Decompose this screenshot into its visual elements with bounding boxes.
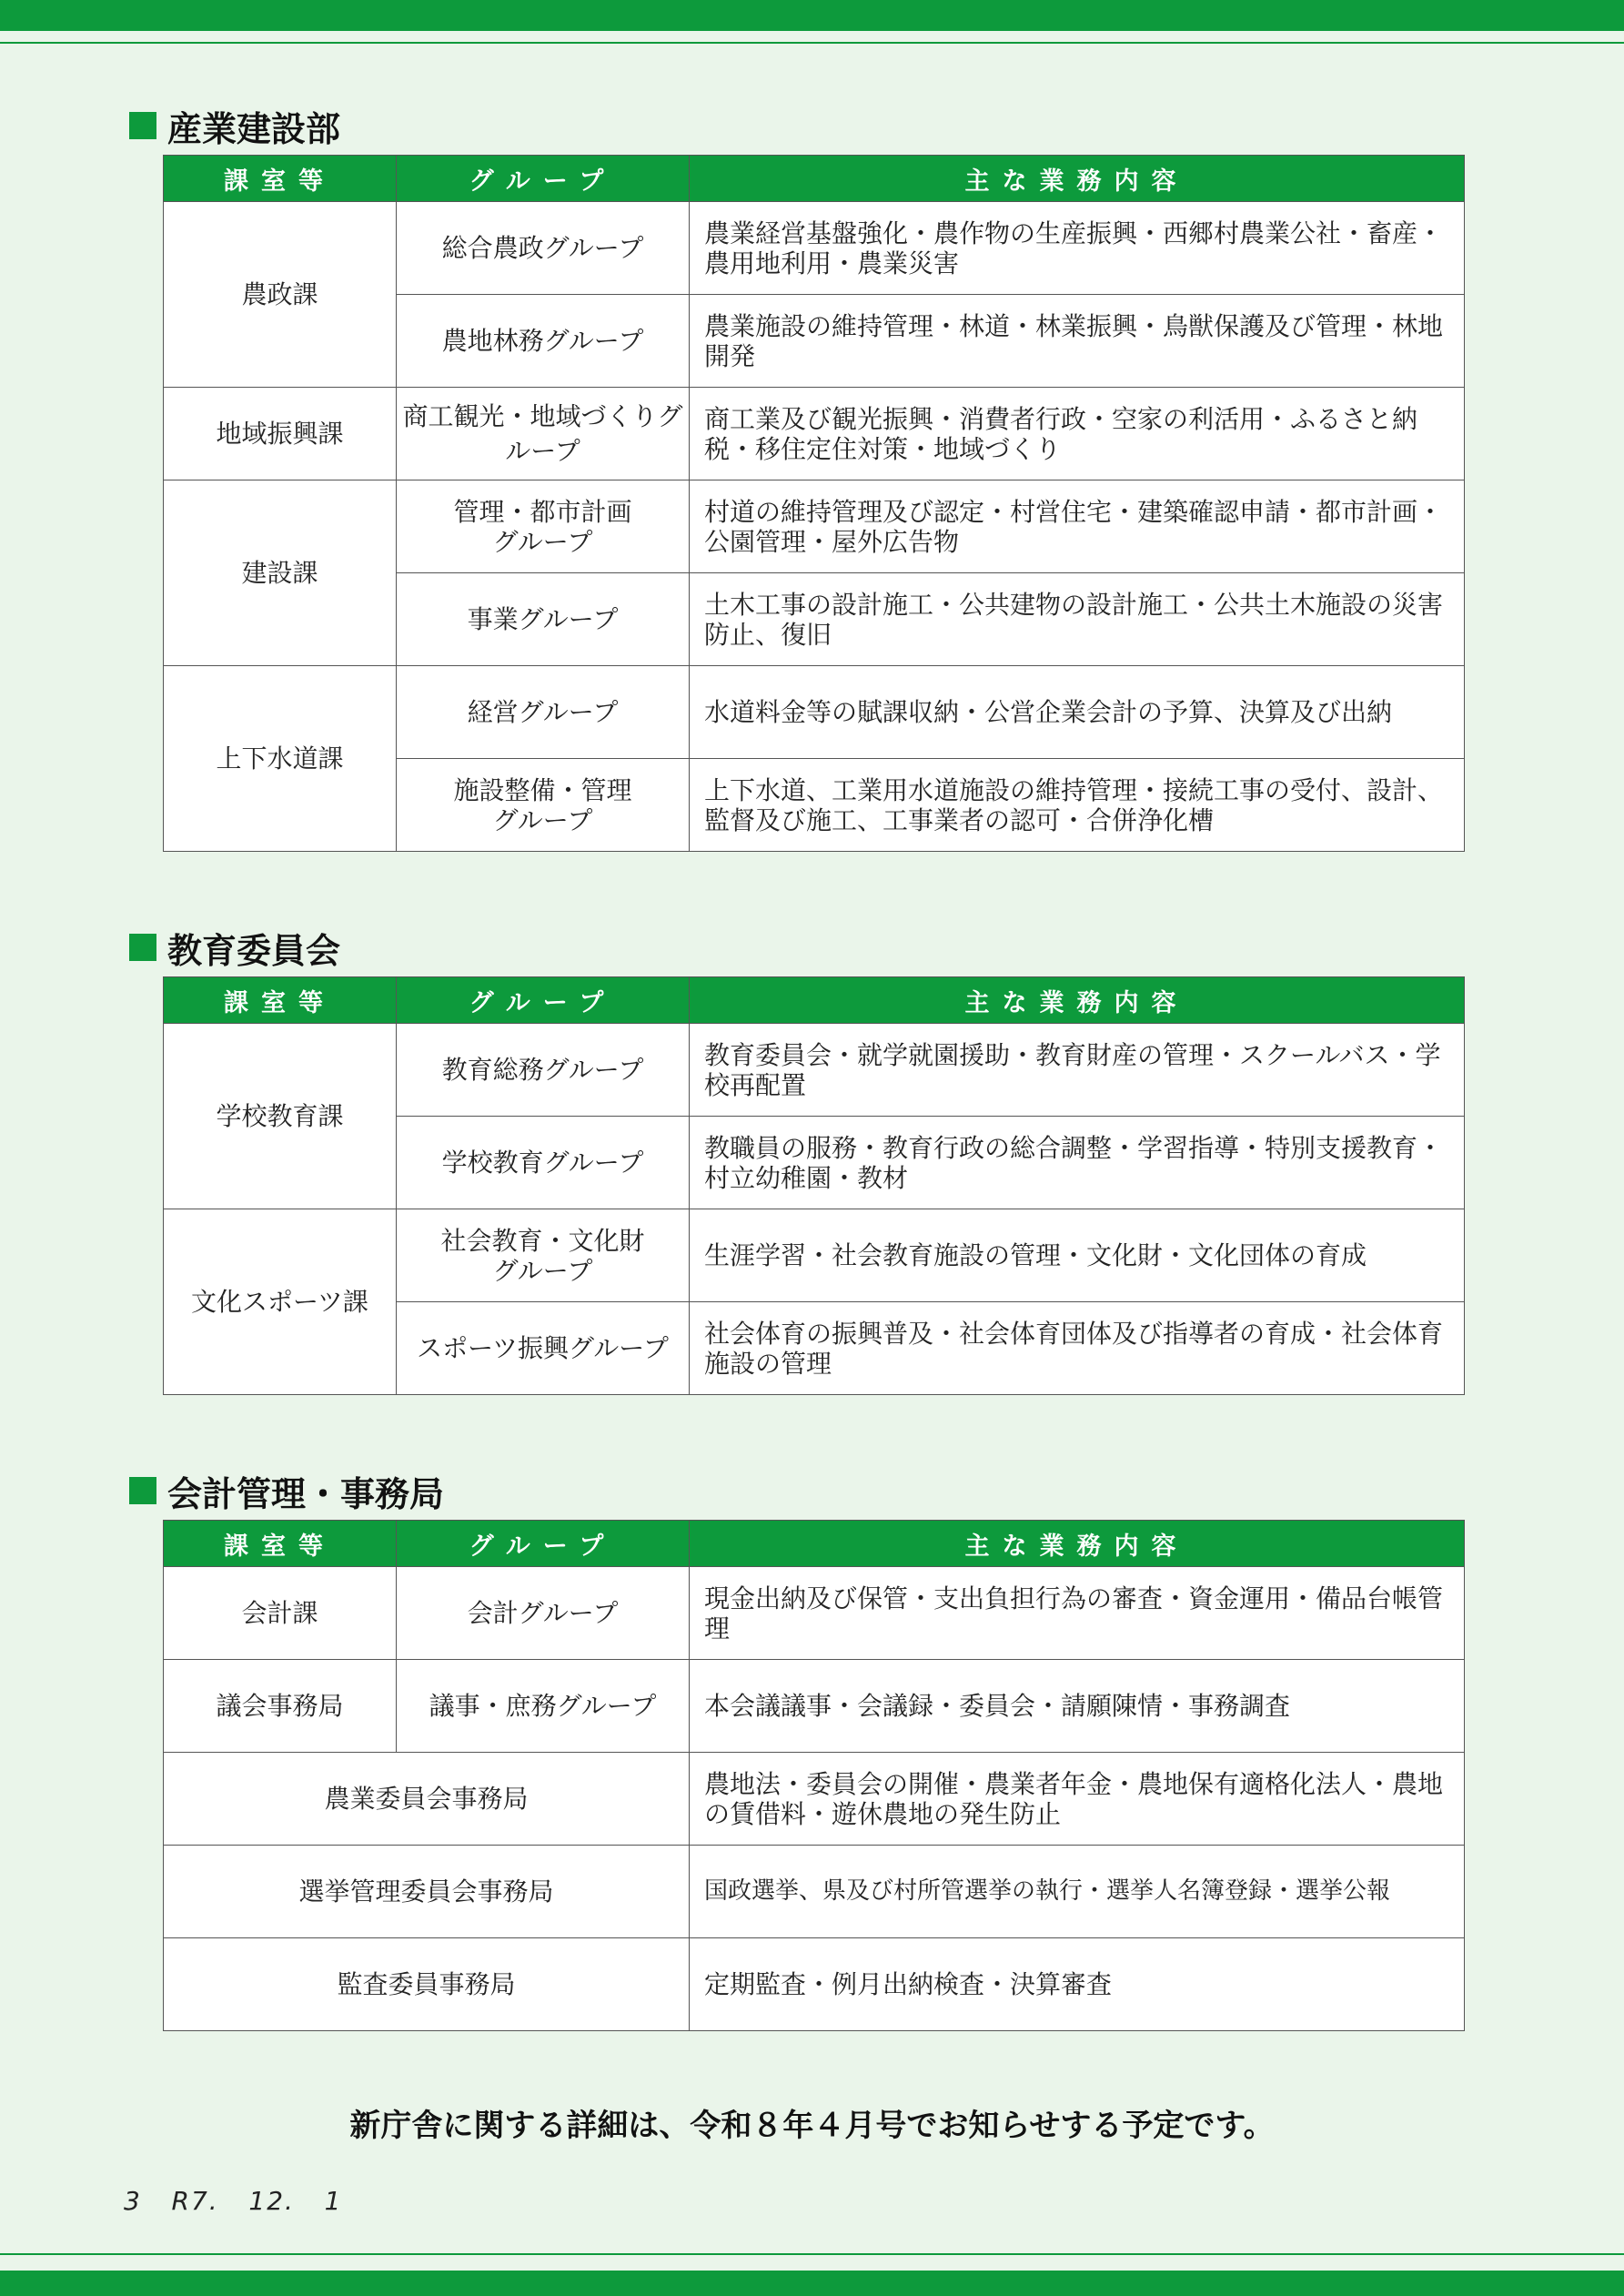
- content-cell: 農地法・委員会の開催・農業者年金・農地保有適格化法人・農地の賃借料・遊休農地の発生防止: [690, 1753, 1465, 1846]
- content-cell: 国政選挙、県及び村所管選挙の執行・選挙人名簿登録・選挙公報: [690, 1846, 1465, 1938]
- bottom-band: [0, 2271, 1624, 2296]
- ka-cell: 農政課: [164, 202, 397, 388]
- header-content: 主な業務内容: [690, 977, 1465, 1024]
- content-cell: 村道の維持管理及び認定・村営住宅・建築確認申請・都市計画・公園管理・屋外広告物: [690, 480, 1465, 573]
- header-group: グループ: [397, 977, 690, 1024]
- content-cell: 農業施設の維持管理・林道・林業振興・鳥獣保護及び管理・林地開発: [690, 295, 1465, 388]
- table-row: [164, 1753, 1465, 1846]
- ka-cell: 農業委員会事務局: [164, 1753, 690, 1846]
- header-ka: 課室等: [164, 977, 397, 1024]
- table-row: [164, 1567, 1465, 1660]
- ka-cell: 地域振興課: [164, 388, 397, 480]
- table-row: [164, 1024, 1465, 1117]
- group-cell: 農地林務グループ: [397, 295, 690, 388]
- content-cell: 農業経営基盤強化・農作物の生産振興・西郷村農業公社・畜産・農用地利用・農業災害: [690, 202, 1465, 295]
- top-band: [0, 0, 1624, 31]
- section-title: [129, 925, 340, 970]
- ka-cell: 上下水道課: [164, 666, 397, 852]
- table-header: [164, 977, 1465, 1024]
- header-content: 主な業務内容: [690, 156, 1465, 202]
- top-rule: [0, 42, 1624, 44]
- table-header: [164, 156, 1465, 202]
- group-cell: 事業グループ: [397, 573, 690, 666]
- square-bullet-icon: [129, 1477, 156, 1504]
- header-content: 主な業務内容: [690, 1521, 1465, 1567]
- sangyo-table: [163, 155, 1465, 852]
- table-row: [164, 202, 1465, 295]
- kyoiku-table: [163, 976, 1465, 1395]
- content-cell: 現金出納及び保管・支出負担行為の審査・資金運用・備品台帳管理: [690, 1567, 1465, 1660]
- ka-cell: 学校教育課: [164, 1024, 397, 1209]
- group-cell: 総合農政グループ: [397, 202, 690, 295]
- ka-cell: 会計課: [164, 1567, 397, 1660]
- group-cell: 議事・庶務グループ: [397, 1660, 690, 1753]
- bottom-rule: [0, 2253, 1624, 2255]
- group-cell: 商工観光・地域づくりグループ: [397, 388, 690, 480]
- content-cell: 教職員の服務・教育行政の総合調整・学習指導・特別支援教育・村立幼稚園・教材: [690, 1117, 1465, 1209]
- group-cell: 経営グループ: [397, 666, 690, 759]
- content-cell: 商工業及び観光振興・消費者行政・空家の利活用・ふるさと納税・移住定住対策・地域づくり: [690, 388, 1465, 480]
- content-cell: 教育委員会・就学就園援助・教育財産の管理・スクールバス・学校再配置: [690, 1024, 1465, 1117]
- header-ka: 課室等: [164, 1521, 397, 1567]
- group-cell: 施設整備・管理グループ: [397, 759, 690, 852]
- ka-cell: 議会事務局: [164, 1660, 397, 1753]
- table-row: [164, 1209, 1465, 1302]
- table-row: [164, 480, 1465, 573]
- group-cell: 会計グループ: [397, 1567, 690, 1660]
- section-title: [129, 1468, 444, 1513]
- content-cell: 本会議議事・会議録・委員会・請願陳情・事務調査: [690, 1660, 1465, 1753]
- header-group: グループ: [397, 156, 690, 202]
- table-row: [164, 1846, 1465, 1938]
- footer-note: 新庁舎に関する詳細は、令和８年４月号でお知らせする予定です。: [349, 2108, 1275, 2144]
- group-cell: 学校教育グループ: [397, 1117, 690, 1209]
- section-title-text: 産業建設部: [167, 108, 341, 149]
- table-row: [164, 666, 1465, 759]
- table-row: [164, 388, 1465, 480]
- content-cell: 生涯学習・社会教育施設の管理・文化財・文化団体の育成: [690, 1209, 1465, 1302]
- ka-cell: 監査委員事務局: [164, 1938, 690, 2031]
- section-title-text: 教育委員会: [167, 930, 341, 971]
- ka-cell: 建設課: [164, 480, 397, 666]
- ka-cell: 文化スポーツ課: [164, 1209, 397, 1395]
- group-cell: 教育総務グループ: [397, 1024, 690, 1117]
- square-bullet-icon: [129, 934, 156, 961]
- content-cell: 社会体育の振興普及・社会体育団体及び指導者の育成・社会体育施設の管理: [690, 1302, 1465, 1395]
- group-cell: 管理・都市計画グループ: [397, 480, 690, 573]
- section-title-text: 会計管理・事務局: [167, 1473, 445, 1514]
- group-cell: スポーツ振興グループ: [397, 1302, 690, 1395]
- header-group: グループ: [397, 1521, 690, 1567]
- ka-cell: 選挙管理委員会事務局: [164, 1846, 690, 1938]
- square-bullet-icon: [129, 112, 156, 139]
- content-cell: 定期監査・例月出納検査・決算審査: [690, 1938, 1465, 2031]
- group-cell: 社会教育・文化財グループ: [397, 1209, 690, 1302]
- table-header: [164, 1521, 1465, 1567]
- kaikei-table: [163, 1520, 1465, 2031]
- page-number: 3 R7. 12. 1: [124, 2186, 343, 2216]
- header-ka: 課室等: [164, 156, 397, 202]
- content-cell: 上下水道、工業用水道施設の維持管理・接続工事の受付、設計、監督及び施工、工事業者の認可・合併浄化槽: [690, 759, 1465, 852]
- section-title: [129, 103, 340, 148]
- content-cell: 土木工事の設計施工・公共建物の設計施工・公共土木施設の災害防止、復旧: [690, 573, 1465, 666]
- content-cell: 水道料金等の賦課収納・公営企業会計の予算、決算及び出納: [690, 666, 1465, 759]
- table-row: [164, 1938, 1465, 2031]
- table-row: [164, 1660, 1465, 1753]
